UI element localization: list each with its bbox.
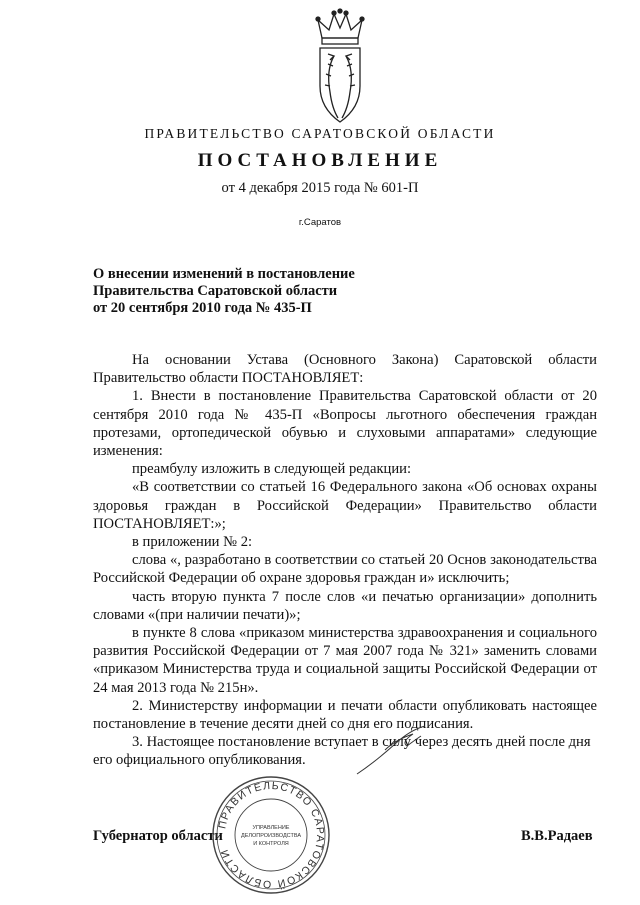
stamp-center-text: И КОНТРОЛЯ bbox=[253, 841, 289, 847]
body-paragraph: часть вторую пункта 7 после слов «и печатью организации» дополнить словами «(при наличии печати)»; bbox=[93, 588, 597, 623]
signer-name: В.В.Радаев bbox=[521, 828, 593, 844]
body-paragraph: На основании Устава (Основного Закона) Саратовской области Правительство области ПОСТАНОВЛЯЕТ: bbox=[93, 352, 597, 387]
body-paragraph: «В соответствии со статьей 16 Федерального закона «Об основах охраны здоровья граждан в Российской Федерации» Правительство области ПОСТАНОВЛЯЕТ:»; bbox=[93, 479, 597, 532]
body-paragraph: слова «, разработано в соответствии со статьей 20 Основ законодательства Российской Федерации об охране здоровья граждан и» исключить; bbox=[93, 552, 597, 587]
body-paragraph: 3. Настоящее постановление вступает в силу через десять дней после дня его официального опубликования. bbox=[93, 734, 591, 769]
body-paragraph: 1. Внести в постановление Правительства Саратовской области от 20 сентября 2010 года № 435-П «Вопросы льготного обеспечения граждан протезами, ортопедической обувью и слуховыми аппаратами» следующие изменения: bbox=[93, 388, 597, 460]
city-label: г.Саратов bbox=[298, 217, 342, 228]
stamp-center-text: ДЕЛОПРОИЗВОДСТВА bbox=[240, 833, 302, 839]
document-date-number: от 4 декабря 2015 года № 601-П bbox=[221, 180, 419, 196]
government-name: ПРАВИТЕЛЬСТВО САРАТОВСКОЙ ОБЛАСТИ bbox=[144, 126, 496, 141]
document-subject bbox=[93, 266, 355, 317]
coat-of-arms-emblem bbox=[300, 8, 380, 126]
body-paragraph: в пункте 8 слова «приказом министерства здравоохранения и социального развития Российской Федерации от 7 мая 2007 года № 321» заменить словами «приказом Министерства труда и социальной защиты Российской Федерации от 24 мая 2013 года № 215н». bbox=[93, 625, 597, 696]
stamp-center-text: УПРАВЛЕНИЕ bbox=[252, 825, 290, 831]
official-stamp bbox=[210, 774, 332, 896]
stamp-ring-text: ПРАВИТЕЛЬСТВО САРАТОВСКОЙ ОБЛАСТИ bbox=[216, 779, 327, 891]
body-paragraph: преамбулу изложить в следующей редакции: bbox=[132, 461, 412, 478]
body-paragraph: в приложении № 2: bbox=[132, 534, 253, 551]
document-body bbox=[93, 351, 597, 770]
body-paragraph: 2. Министерству информации и печати области опубликовать настоящее постановление в течение десяти дней со дня его подписания. bbox=[93, 697, 597, 733]
signer-title: Губернатор области bbox=[93, 828, 223, 844]
subject-line: Правительства Саратовской области bbox=[93, 283, 338, 299]
subject-line: от 20 сентября 2010 года № 435-П bbox=[93, 300, 312, 316]
handwritten-signature bbox=[355, 722, 430, 777]
subject-line: О внесении изменений в постановление bbox=[93, 266, 355, 282]
document-type: ПОСТАНОВЛЕНИЕ bbox=[197, 150, 443, 171]
